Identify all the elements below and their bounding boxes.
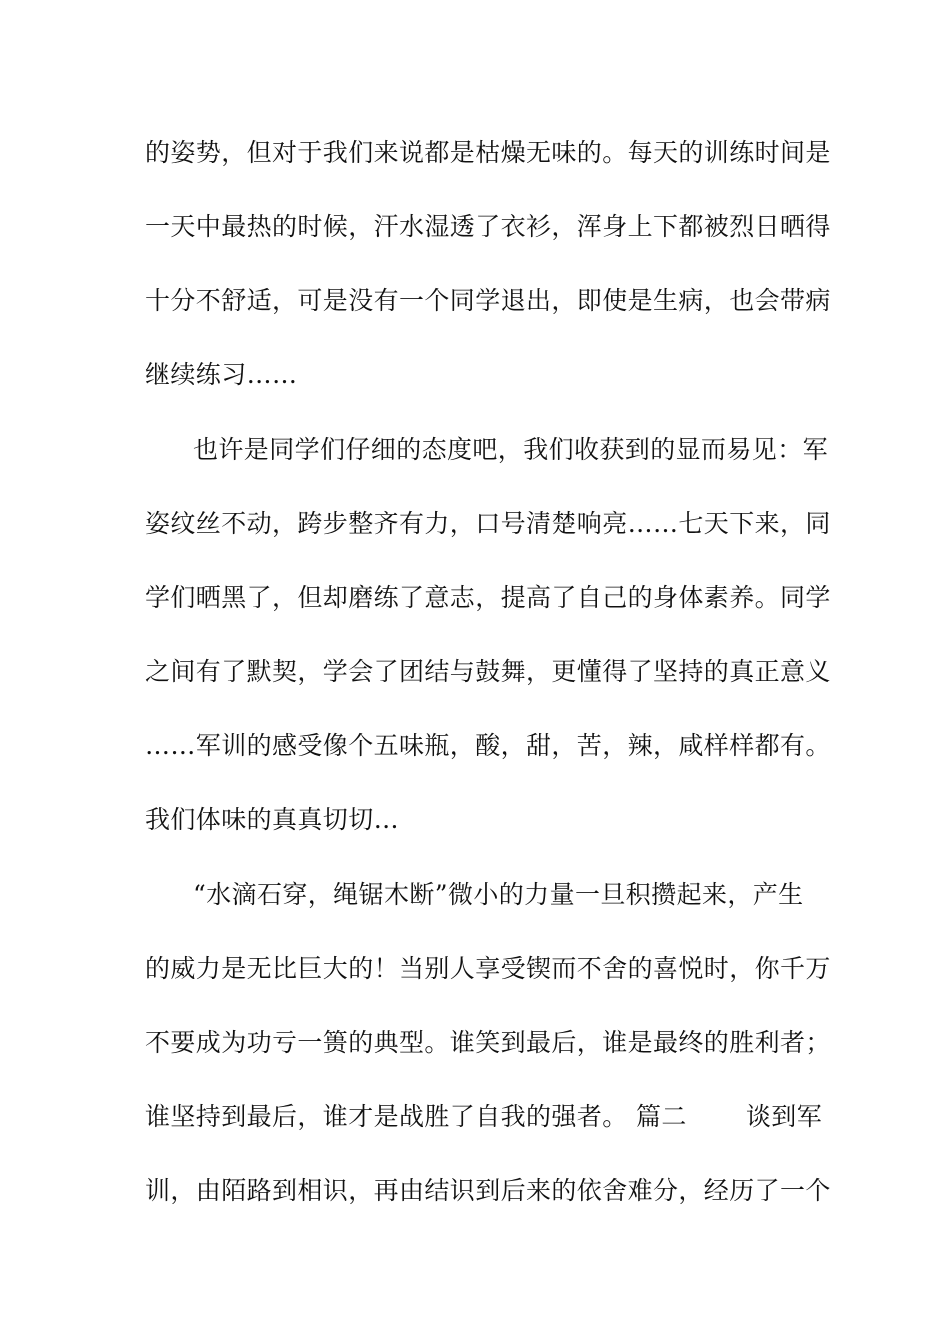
text-line: 姿纹丝不动，跨步整齐有力，口号清楚响亮……七天下来，同 bbox=[145, 509, 831, 538]
text-line: 十分不舒适，可是没有一个同学退出，即使是生病，也会带病 bbox=[145, 286, 831, 315]
text-line: 之间有了默契，学会了团结与鼓舞，更懂得了坚持的真正意义 bbox=[145, 657, 831, 686]
paragraph-start-line: “水滴石穿，绳锯木断”微小的力量一旦积攒起来，产生 bbox=[193, 880, 804, 909]
text-line: 继续练习…… bbox=[145, 360, 298, 389]
paragraph-start-line: 也许是同学们仔细的态度吧，我们收获到的显而易见：军 bbox=[193, 435, 829, 464]
text-line: ……军训的感受像个五味瓶，酸，甜，苦，辣，咸样样都有。 bbox=[145, 731, 831, 760]
text-line: 的姿势，但对于我们来说都是枯燥无味的。每天的训练时间是 bbox=[145, 138, 831, 167]
text-line: 谁坚持到最后，谁才是战胜了自我的强者。 篇二 谈到军 bbox=[145, 1102, 823, 1131]
text-line: 训，由陌路到相识，再由结识到后来的依舍难分，经历了一个 bbox=[145, 1176, 831, 1205]
text-line: 的威力是无比巨大的！当别人享受锲而不舍的喜悦时，你千万 bbox=[145, 954, 831, 983]
text-line: 一天中最热的时候，汗水湿透了衣衫，浑身上下都被烈日晒得 bbox=[145, 212, 831, 241]
text-line: 学们晒黑了，但却磨练了意志，提高了自己的身体素养。同学 bbox=[145, 583, 831, 612]
text-line: 不要成为功亏一篑的典型。谁笑到最后，谁是最终的胜利者； bbox=[145, 1028, 831, 1057]
text-line: 我们体味的真真切切… bbox=[145, 805, 400, 834]
